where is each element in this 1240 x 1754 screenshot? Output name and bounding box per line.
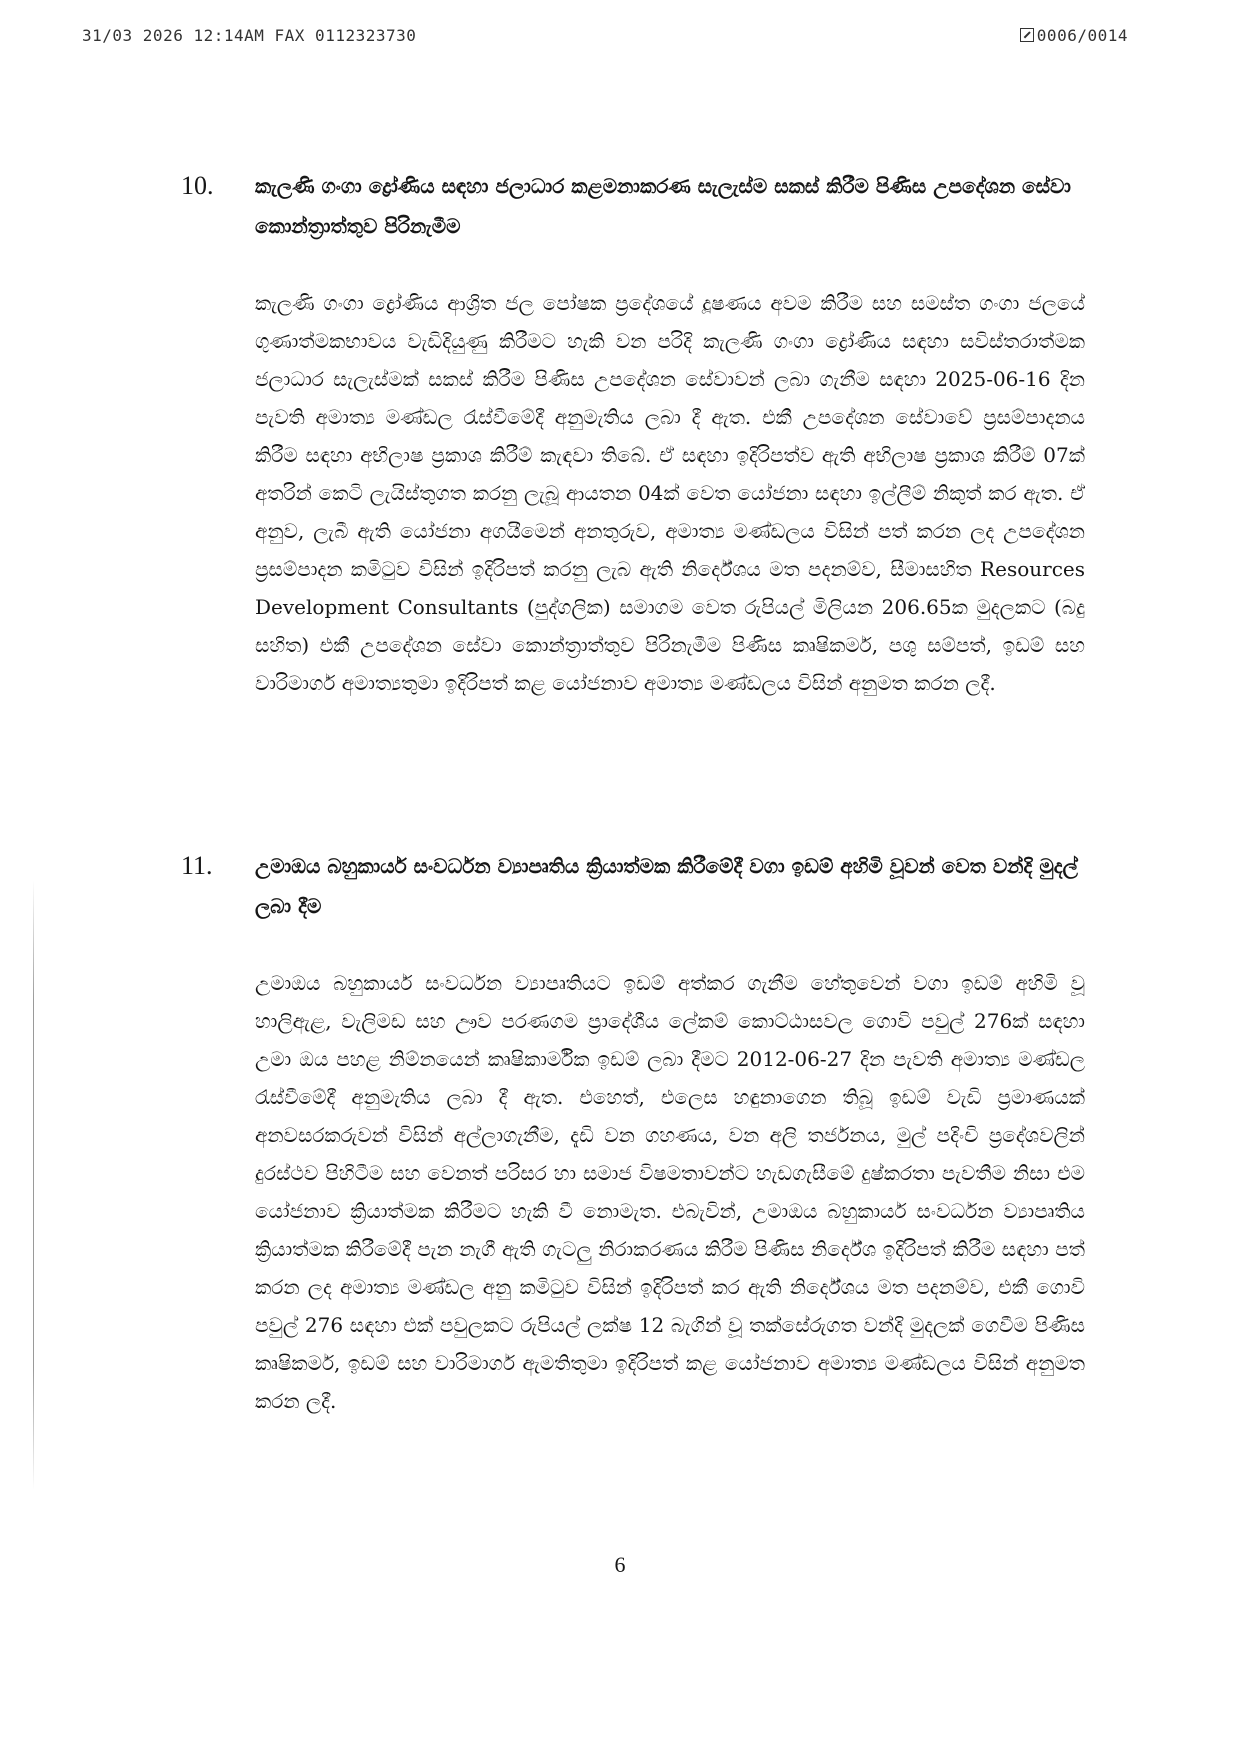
scan-edge-line [33,880,34,1490]
page-number: 6 [614,1552,626,1577]
fax-page-count: 0006/0014 [1036,26,1128,45]
section-body: කැලණි ගංගා ද්‍රෝණිය ආශ්‍රිත ජල පෝෂක ප්‍රදේශයේ දූෂණය අවම කිරීම සහ සමස්ත ගංගා ජලයේ ගුණාත්මකභාවය වැඩිදියුණු කිරීමට හැකි වන පරිදි කැලණි ගංගා ද්‍රෝණිය සඳහා සවිස්තරාත්මක ජලාධාර සැලැස්මක් සකස් කිරීම පිණිස උපදේශන සේවාවන් ලබා ගැනීම සඳහා 2025-06-16 දින පැවති අමාත්‍ය මණ්ඩල රැස්වීමේදී අනුමැතිය ලබා දී ඇත. එකී උපදේශන සේවාවේ ප්‍රසම්පාදනය කිරීම සඳහා අභිලාෂ ප්‍රකාශ කිරීම් කැඳවා තිබේ. ඒ සඳහා ඉදිරිපත්ව ඇති අභිලාෂ ප්‍රකාශ කිරීම් 07ක් අතරින් කෙටි ලැයිස්තුගත කරනු ලැබූ ආයතන 04ක් වෙත යෝජනා සඳහා ඉල්ලීම් නිකුත් කර ඇත. ඒ අනුව, ලැබී ඇති යෝජනා අගයීමෙන් අනතුරුව, අමාත්‍ය මණ්ඩලය විසින් පත් කරන ලද උපදේශන ප්‍රසම්පාදන කමිටුව විසින් ඉදිරිපත් කරනු ලැබ ඇති නිර්දේශය මත පදනම්ව, සීමාසහිත Resources Development Consultants (පුද්ගලික) සමාගම වෙත රුපියල් මිලියන 206.65ක මුදලකට (බදු සහිත) එකී උපදේශන සේවා කොන්ත්‍රාත්තුව පිරිනැමීම පිණිස කෘෂිකර්ම, පශු සම්පත්, ඉඩම් සහ වාරිමාර්ග අමාත්‍යතුමා ඉදිරිපත් කළ යෝජනාව අමාත්‍ය මණ්ඩලය විසින් අනුමත කරන ලදී. [255,291,1085,695]
fax-page-counter [1020,26,1128,45]
checkbox-icon [1020,28,1034,42]
fax-header [0,26,1240,56]
section-body: උමාඔය බහුකාර්ය සංවර්ධන ව්‍යාපෘතියට ඉඩම් අත්කර ගැනීම හේතුවෙන් වගා ඉඩම් අහිමි වූ හාලිඇළ, වැලිමඩ සහ ඌව පරණගම ප්‍රාදේශීය ලේකම් කොට්ඨාසවල ගොවි පවුල් 276ක් සඳහා උමා ඔය පහළ නිම්නයෙන් කෘෂිකාර්මික ඉඩම් ලබා දීමට 2012-06-27 දින පැවති අමාත්‍ය මණ්ඩල රැස්වීමේදී අනුමැතිය ලබා දී ඇත. එහෙත්, එලෙස හඳුනාගෙන තිබූ ඉඩම් වැඩි ප්‍රමාණයක් අනවසරකරුවන් විසින් අල්ලාගැනීම, දැඩි වන ගහණය, වන අලි තර්ජනය, මුල් පදිංචි ප්‍රදේශවලින් දුරස්ථව පිහිටීම සහ වෙනත් පරිසර හා සමාජ විෂමතාවන්ට හැඩගැසීමේ දුෂ්කරතා පැවතීම නිසා එම යෝජනාව ක්‍රියාත්මක කිරීමට හැකි වී නොමැත. එබැවින්, උමාඔය බහුකාර්ය සංවර්ධන ව්‍යාපෘතිය ක්‍රියාත්මක කිරීමේදී පැන නැගී ඇති ගැටලු නිරාකරණය කිරීම පිණිස නිර්දේශ ඉදිරිපත් කිරීම සඳහා පත් කරන ලද අමාත්‍ය මණ්ඩල අනු කමිටුව විසින් ඉදිරිපත් කර ඇති නිර්දේශය මත පදනම්ව, එකී ගොවි පවුල් 276 සඳහා එක් පවුලකට රුපියල් ලක්ෂ 12 බැගින් වූ තක්සේරුගත වන්දි මුදලක් ගෙවීම පිණිස කෘෂිකර්ම, ඉඩම් සහ වාරිමාර්ග ඇමතිතුමා ඉදිරිපත් කළ යෝජනාව අමාත්‍ය මණ්ඩලය විසින් අනුමත කරන ලදී. [255,971,1085,1413]
section-title: උමාඔය බහුකාර්ය සංවර්ධන ව්‍යාපෘතිය ක්‍රියාත්මක කිරීමේදී වගා ඉඩම් අහිමි වූවන් වෙත වන්දි මුදල් ලබා දීම [255,854,1078,918]
section-number: 11. [181,851,213,880]
section-number: 10. [181,171,214,200]
section-title: කැලණි ගංගා ද්‍රෝණිය සඳහා ජලාධාර කළමනාකරණ සැලැස්ම සකස් කිරීම පිණිස උපදේශන සේවා කොන්ත්‍රාත්තුව පිරිනැමීම [255,174,1071,238]
fax-transmission-info: 31/03 2026 12:14AM FAX 0112323730 [82,26,417,45]
